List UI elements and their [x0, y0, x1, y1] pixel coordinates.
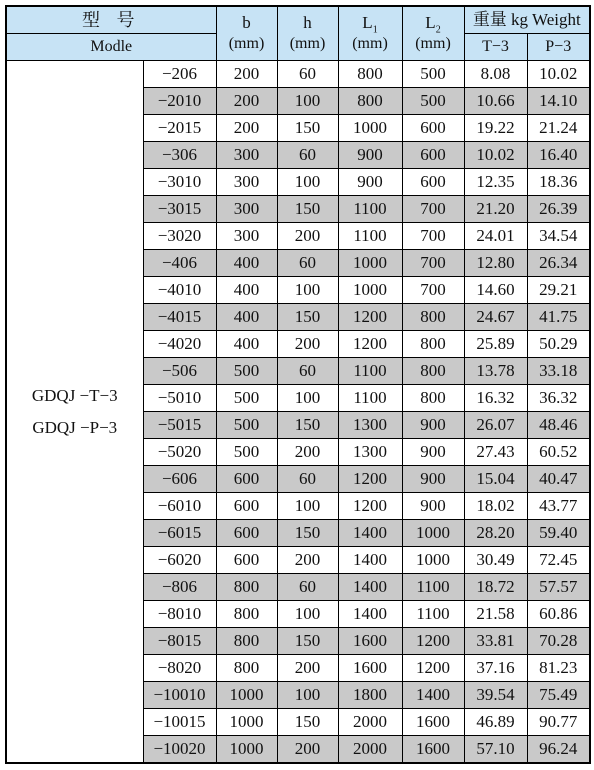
- weight-p3-cell: 41.75: [527, 304, 590, 331]
- weight-p3-cell: 50.29: [527, 331, 590, 358]
- table-header: [6, 6, 590, 61]
- model-suffix-cell: −3010: [143, 169, 216, 196]
- l2-cell: 800: [402, 358, 464, 385]
- l2-cell: 800: [402, 331, 464, 358]
- model-suffix-cell: −3015: [143, 196, 216, 223]
- model-line-p3: GDQJ −P−3: [32, 417, 118, 437]
- l1-cell: 1600: [338, 628, 402, 655]
- weight-p3-cell: 60.86: [527, 601, 590, 628]
- weight-p3-cell: 36.32: [527, 385, 590, 412]
- model-suffix-cell: −4015: [143, 304, 216, 331]
- model-suffix-cell: −10010: [143, 682, 216, 709]
- model-suffix-cell: −10020: [143, 736, 216, 764]
- l2-cell: 700: [402, 223, 464, 250]
- model-suffix-cell: −406: [143, 250, 216, 277]
- model-suffix-cell: −8015: [143, 628, 216, 655]
- b-cell: 500: [216, 385, 277, 412]
- weight-t3-cell: 37.16: [464, 655, 527, 682]
- b-cell: 500: [216, 358, 277, 385]
- l2-cell: 900: [402, 439, 464, 466]
- h-cell: 150: [277, 304, 338, 331]
- l1-cell: 2000: [338, 736, 402, 764]
- weight-p3-cell: 96.24: [527, 736, 590, 764]
- l2-cell: 500: [402, 88, 464, 115]
- l2-cell: 800: [402, 385, 464, 412]
- weight-p3-cell: 14.10: [527, 88, 590, 115]
- model-header-en: Modle: [6, 34, 216, 61]
- l2-label: [425, 13, 441, 36]
- model-suffix-cell: −5015: [143, 412, 216, 439]
- l1-cell: 1400: [338, 547, 402, 574]
- l1-header: [338, 6, 402, 61]
- weight-p3-cell: 48.46: [527, 412, 590, 439]
- h-unit: (mm): [289, 35, 326, 52]
- model-suffix-cell: −8010: [143, 601, 216, 628]
- l2-cell: 800: [402, 304, 464, 331]
- weight-p3-cell: 16.40: [527, 142, 590, 169]
- b-cell: 600: [216, 547, 277, 574]
- weight-header: 重量 kg Weight: [464, 6, 590, 34]
- h-cell: 100: [277, 493, 338, 520]
- l2-subscript: 2: [435, 24, 441, 36]
- b-cell: 400: [216, 250, 277, 277]
- table-body: [6, 61, 590, 764]
- model-group-cell: [6, 61, 143, 764]
- weight-p3-cell: 43.77: [527, 493, 590, 520]
- model-suffix-cell: −8020: [143, 655, 216, 682]
- b-cell: 300: [216, 196, 277, 223]
- l1-unit: (mm): [352, 35, 388, 52]
- weight-p3-cell: 40.47: [527, 466, 590, 493]
- weight-p3-cell: 72.45: [527, 547, 590, 574]
- l2-cell: 700: [402, 250, 464, 277]
- weight-t3-cell: 57.10: [464, 736, 527, 764]
- l2-cell: 700: [402, 196, 464, 223]
- b-cell: 1000: [216, 709, 277, 736]
- h-cell: 60: [277, 574, 338, 601]
- l1-cell: 1400: [338, 520, 402, 547]
- l1-cell: 800: [338, 88, 402, 115]
- spec-table: [5, 5, 591, 764]
- h-cell: 150: [277, 412, 338, 439]
- h-cell: 100: [277, 601, 338, 628]
- h-cell: 150: [277, 520, 338, 547]
- l1-cell: 1300: [338, 439, 402, 466]
- l1-cell: 1100: [338, 196, 402, 223]
- b-cell: 800: [216, 574, 277, 601]
- weight-p3-cell: 70.28: [527, 628, 590, 655]
- weight-p3-cell: 29.21: [527, 277, 590, 304]
- b-cell: 500: [216, 439, 277, 466]
- l2-cell: 1200: [402, 628, 464, 655]
- l1-base: L: [362, 13, 373, 32]
- model-suffix-cell: −10015: [143, 709, 216, 736]
- weight-p3-cell: 26.39: [527, 196, 590, 223]
- l2-cell: 600: [402, 142, 464, 169]
- b-cell: 400: [216, 304, 277, 331]
- l1-cell: 1000: [338, 115, 402, 142]
- weight-t3-cell: 30.49: [464, 547, 527, 574]
- weight-t3-cell: 27.43: [464, 439, 527, 466]
- weight-t3-cell: 10.66: [464, 88, 527, 115]
- weight-t3-cell: 21.58: [464, 601, 527, 628]
- b-unit: (mm): [228, 35, 265, 52]
- weight-p3-cell: 59.40: [527, 520, 590, 547]
- b-cell: 1000: [216, 736, 277, 764]
- b-cell: 400: [216, 331, 277, 358]
- l1-cell: 1100: [338, 358, 402, 385]
- l1-cell: 1000: [338, 250, 402, 277]
- h-cell: 60: [277, 142, 338, 169]
- l1-cell: 800: [338, 61, 402, 88]
- weight-p3-cell: 57.57: [527, 574, 590, 601]
- model-suffix-cell: −3020: [143, 223, 216, 250]
- weight-t3-cell: 21.20: [464, 196, 527, 223]
- model-suffix-cell: −4020: [143, 331, 216, 358]
- h-label: h: [303, 13, 312, 32]
- h-cell: 150: [277, 709, 338, 736]
- model-header-zh: 型 号: [6, 6, 216, 34]
- h-cell: 60: [277, 61, 338, 88]
- model-suffix-cell: −6010: [143, 493, 216, 520]
- h-cell: 100: [277, 88, 338, 115]
- h-cell: 60: [277, 250, 338, 277]
- h-cell: 100: [277, 277, 338, 304]
- l1-cell: 1100: [338, 223, 402, 250]
- l2-cell: 700: [402, 277, 464, 304]
- weight-t3-cell: 18.02: [464, 493, 527, 520]
- h-cell: 150: [277, 115, 338, 142]
- l2-cell: 1000: [402, 547, 464, 574]
- l1-cell: 1400: [338, 574, 402, 601]
- model-suffix-cell: −2010: [143, 88, 216, 115]
- l1-cell: 900: [338, 142, 402, 169]
- l2-unit: (mm): [415, 35, 451, 52]
- l1-cell: 1800: [338, 682, 402, 709]
- weight-t3-cell: 16.32: [464, 385, 527, 412]
- header-row-1: [6, 6, 590, 34]
- model-suffix-cell: −5020: [143, 439, 216, 466]
- h-header: [277, 6, 338, 61]
- b-cell: 300: [216, 169, 277, 196]
- model-line-t3: GDQJ −T−3: [31, 385, 118, 405]
- b-cell: 300: [216, 142, 277, 169]
- l1-cell: 1200: [338, 304, 402, 331]
- model-suffix-cell: −4010: [143, 277, 216, 304]
- weight-t3-cell: 10.02: [464, 142, 527, 169]
- weight-t3-cell: 13.78: [464, 358, 527, 385]
- b-cell: 200: [216, 88, 277, 115]
- l2-cell: 500: [402, 61, 464, 88]
- weight-t3-cell: 19.22: [464, 115, 527, 142]
- b-cell: 400: [216, 277, 277, 304]
- l2-cell: 1400: [402, 682, 464, 709]
- l1-cell: 1400: [338, 601, 402, 628]
- model-suffix-cell: −306: [143, 142, 216, 169]
- weight-t3-cell: 33.81: [464, 628, 527, 655]
- h-cell: 150: [277, 196, 338, 223]
- l1-cell: 2000: [338, 709, 402, 736]
- l1-subscript: 1: [372, 24, 378, 36]
- l1-cell: 1600: [338, 655, 402, 682]
- weight-p3-cell: 18.36: [527, 169, 590, 196]
- l2-cell: 900: [402, 412, 464, 439]
- model-suffix-cell: −6020: [143, 547, 216, 574]
- weight-p3-cell: 90.77: [527, 709, 590, 736]
- l2-cell: 1100: [402, 574, 464, 601]
- h-cell: 100: [277, 385, 338, 412]
- l2-cell: 1600: [402, 736, 464, 764]
- weight-p3-cell: 21.24: [527, 115, 590, 142]
- l2-cell: 1000: [402, 520, 464, 547]
- weight-t3-cell: 18.72: [464, 574, 527, 601]
- b-cell: 600: [216, 520, 277, 547]
- l1-cell: 1200: [338, 493, 402, 520]
- weight-t3-cell: 24.67: [464, 304, 527, 331]
- weight-p3-cell: 34.54: [527, 223, 590, 250]
- b-header: [216, 6, 277, 61]
- weight-t3-cell: 8.08: [464, 61, 527, 88]
- b-cell: 200: [216, 115, 277, 142]
- model-suffix-cell: −606: [143, 466, 216, 493]
- weight-t3-cell: 26.07: [464, 412, 527, 439]
- weight-t3-cell: 12.80: [464, 250, 527, 277]
- model-suffix-cell: −5010: [143, 385, 216, 412]
- h-cell: 200: [277, 331, 338, 358]
- spec-table-wrapper: [5, 5, 591, 764]
- b-cell: 800: [216, 601, 277, 628]
- weight-t3-cell: 24.01: [464, 223, 527, 250]
- h-cell: 200: [277, 736, 338, 764]
- weight-t3-cell: 39.54: [464, 682, 527, 709]
- h-cell: 60: [277, 358, 338, 385]
- weight-t3-cell: 28.20: [464, 520, 527, 547]
- b-cell: 300: [216, 223, 277, 250]
- weight-p3-cell: 81.23: [527, 655, 590, 682]
- l2-base: L: [425, 13, 436, 32]
- b-cell: 500: [216, 412, 277, 439]
- weight-p3-cell: 10.02: [527, 61, 590, 88]
- l2-cell: 1200: [402, 655, 464, 682]
- b-cell: 600: [216, 493, 277, 520]
- b-label: b: [242, 13, 251, 32]
- h-cell: 200: [277, 547, 338, 574]
- model-suffix-cell: −506: [143, 358, 216, 385]
- h-cell: 100: [277, 169, 338, 196]
- l2-cell: 600: [402, 169, 464, 196]
- b-cell: 200: [216, 61, 277, 88]
- weight-t3-cell: 25.89: [464, 331, 527, 358]
- l2-cell: 900: [402, 466, 464, 493]
- model-suffix-cell: −806: [143, 574, 216, 601]
- l1-label: [362, 13, 378, 36]
- model-suffix-cell: −2015: [143, 115, 216, 142]
- l1-cell: 1000: [338, 277, 402, 304]
- weight-t3-cell: 14.60: [464, 277, 527, 304]
- model-suffix-cell: −6015: [143, 520, 216, 547]
- weight-p3-cell: 33.18: [527, 358, 590, 385]
- weight-t3-cell: 15.04: [464, 466, 527, 493]
- h-cell: 200: [277, 439, 338, 466]
- b-cell: 1000: [216, 682, 277, 709]
- l1-cell: 1200: [338, 331, 402, 358]
- l1-cell: 900: [338, 169, 402, 196]
- weight-t3-cell: 46.89: [464, 709, 527, 736]
- l1-cell: 1300: [338, 412, 402, 439]
- l2-cell: 600: [402, 115, 464, 142]
- table-row: [6, 61, 590, 88]
- t3-header: T−3: [464, 34, 527, 61]
- weight-p3-cell: 26.34: [527, 250, 590, 277]
- h-cell: 100: [277, 682, 338, 709]
- l2-header: [402, 6, 464, 61]
- model-suffix-cell: −206: [143, 61, 216, 88]
- weight-p3-cell: 75.49: [527, 682, 590, 709]
- h-cell: 150: [277, 628, 338, 655]
- l1-cell: 1200: [338, 466, 402, 493]
- weight-p3-cell: 60.52: [527, 439, 590, 466]
- b-cell: 800: [216, 628, 277, 655]
- l2-cell: 1100: [402, 601, 464, 628]
- h-cell: 200: [277, 655, 338, 682]
- l2-cell: 1600: [402, 709, 464, 736]
- b-cell: 800: [216, 655, 277, 682]
- h-cell: 60: [277, 466, 338, 493]
- b-cell: 600: [216, 466, 277, 493]
- p3-header: P−3: [527, 34, 590, 61]
- weight-t3-cell: 12.35: [464, 169, 527, 196]
- l1-cell: 1100: [338, 385, 402, 412]
- h-cell: 200: [277, 223, 338, 250]
- l2-cell: 900: [402, 493, 464, 520]
